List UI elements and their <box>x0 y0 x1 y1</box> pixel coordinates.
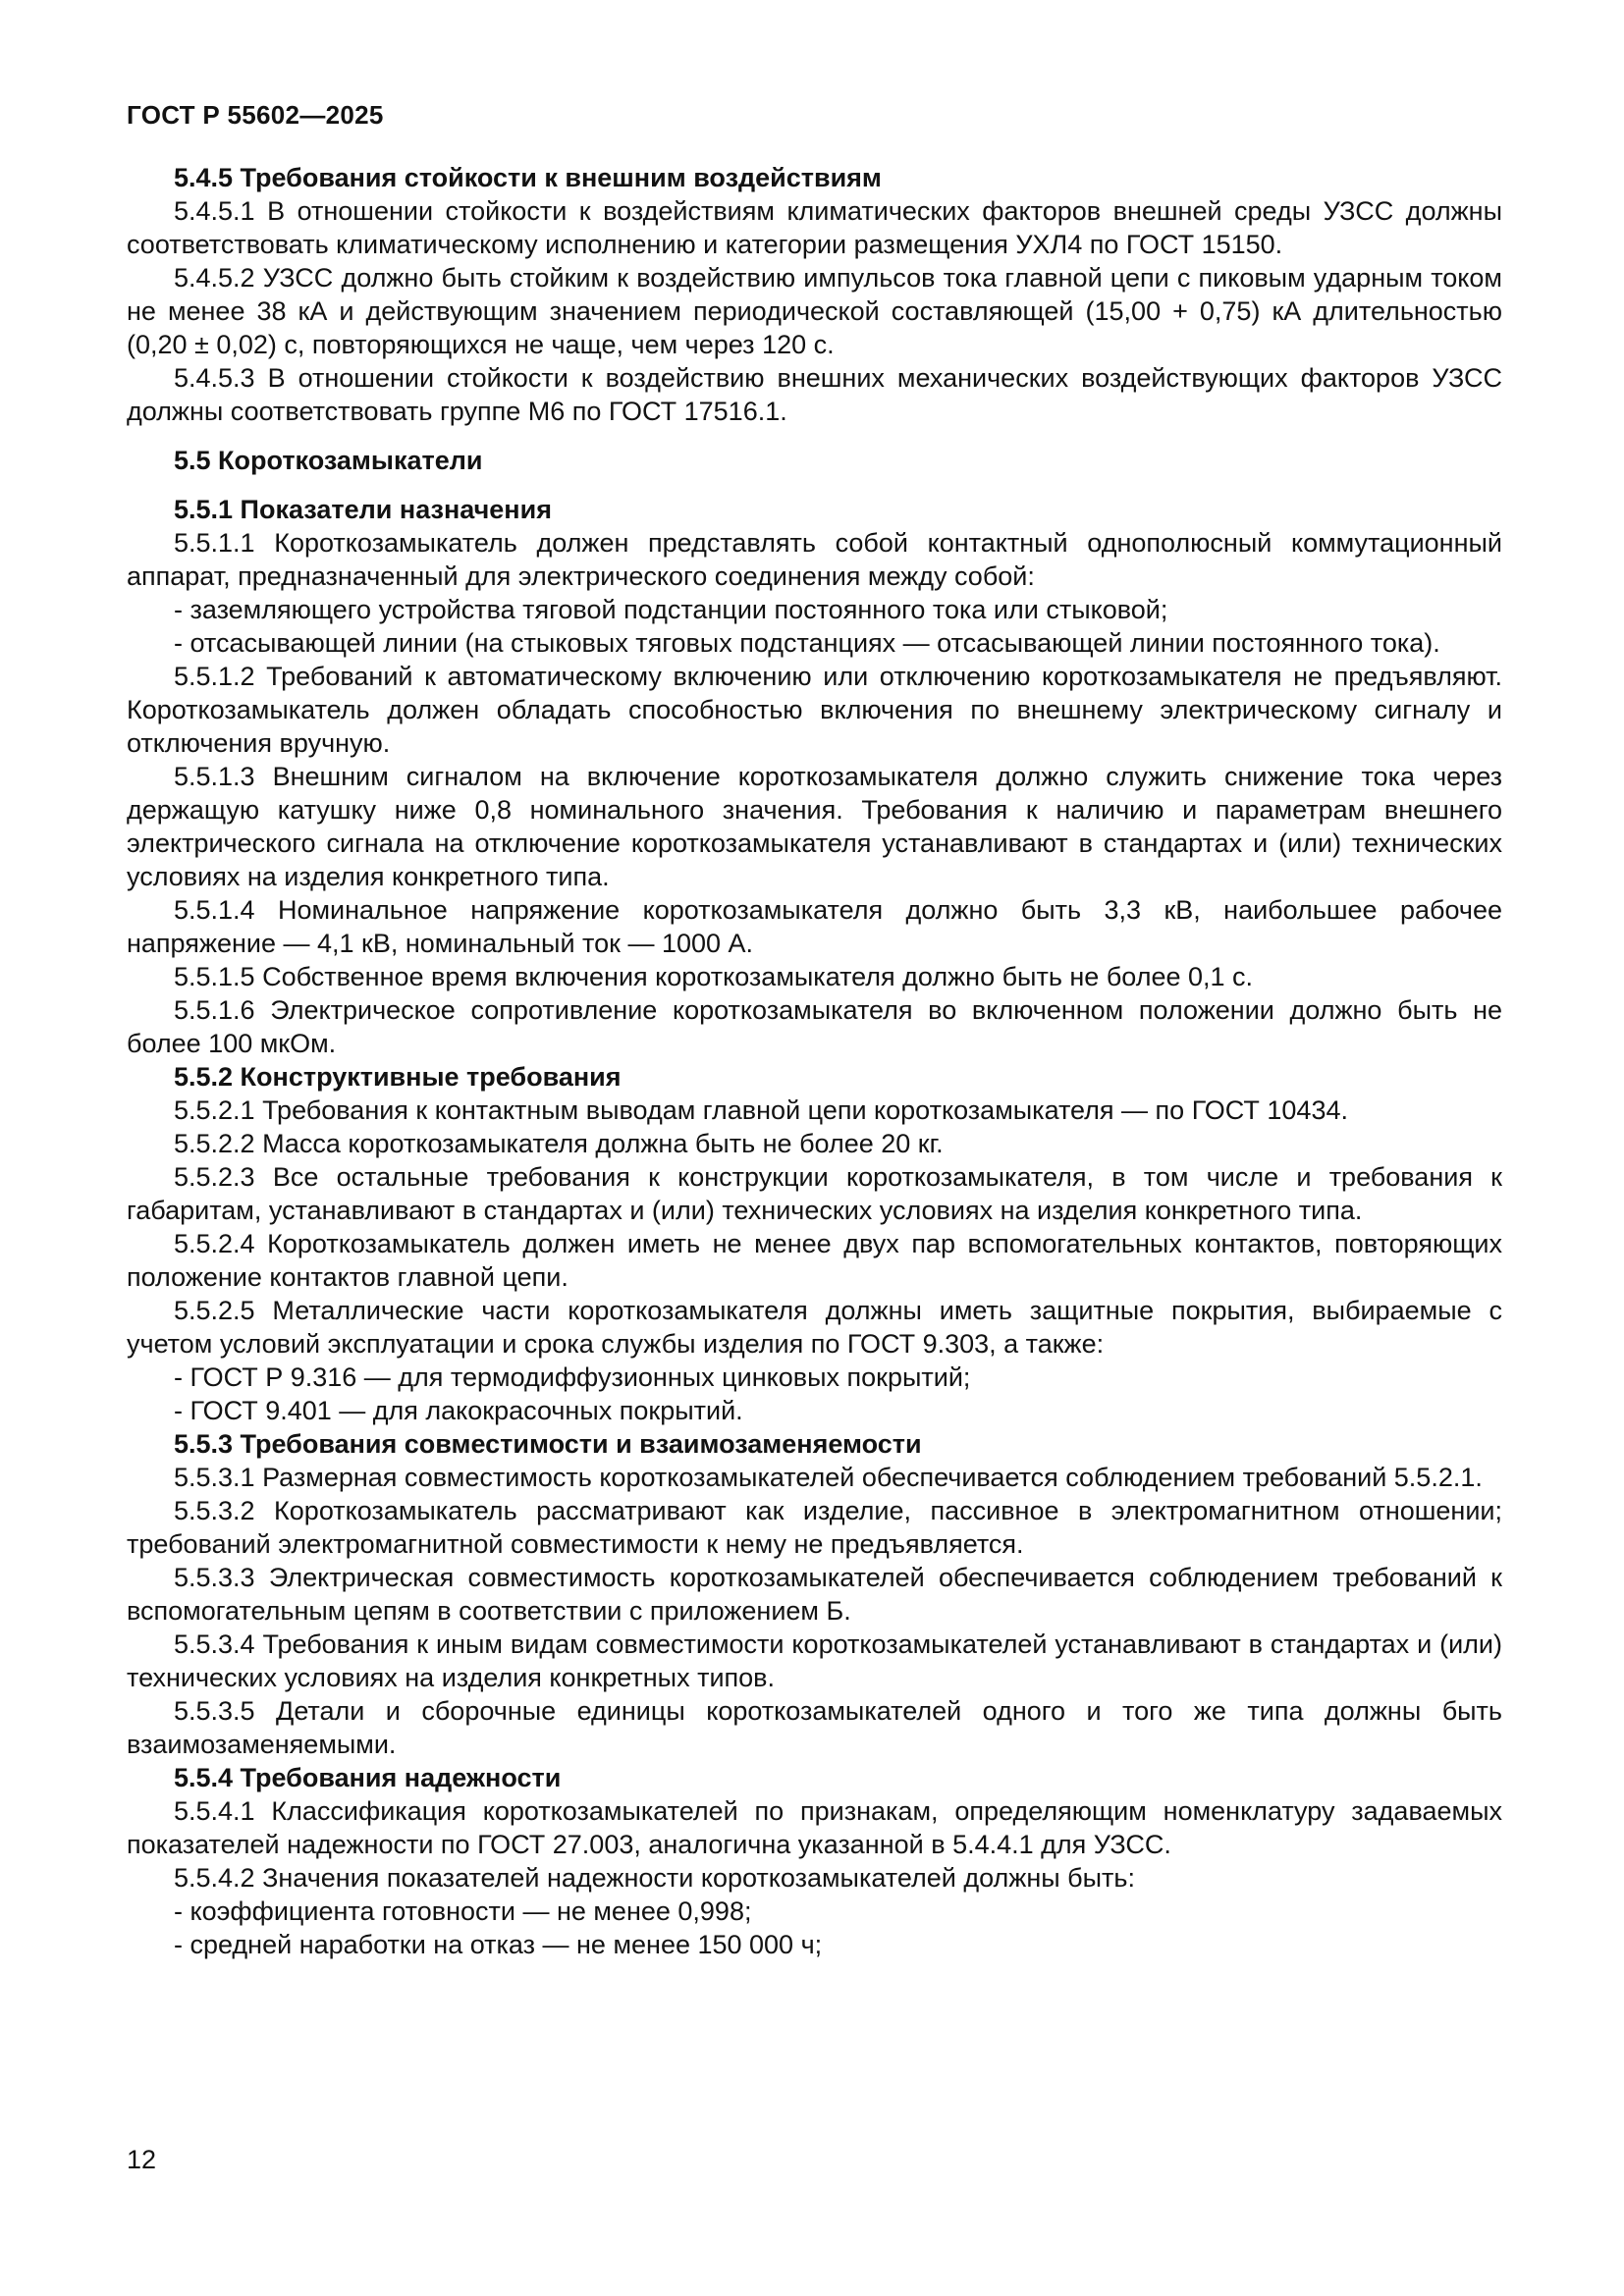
list-item: - отсасывающей линии (на стыковых тяговых подстанциях — отсасывающей линии постоянного тока). <box>174 628 1440 658</box>
subsection-heading: 5.5.1 Показатели назначения <box>174 495 552 524</box>
paragraph: 5.5.2.5 Металлические части короткозамыкателя должны иметь защитные покрытия, выбираемые с учетом условий эксплуатации и срока службы изделия по ГОСТ 9.303, а также: <box>127 1296 1502 1359</box>
paragraph: 5.5.3.3 Электрическая совместимость короткозамыкателей обеспечивается соблюдением требований к вспомогательным цепям в соответствии с приложением Б. <box>127 1563 1502 1626</box>
paragraph: 5.5.3.5 Детали и сборочные единицы короткозамыкателей одного и того же типа должны быть взаимозаменяемыми. <box>127 1696 1502 1759</box>
paragraph: 5.5.2.1 Требования к контактным выводам главной цепи короткозамыкателя — по ГОСТ 10434. <box>174 1095 1348 1125</box>
list-item: - заземляющего устройства тяговой подстанции постоянного тока или стыковой; <box>174 595 1168 624</box>
paragraph: 5.5.2.4 Короткозамыкатель должен иметь не менее двух пар вспомогательных контактов, повторяющих положение контактов главной цепи. <box>127 1229 1502 1292</box>
paragraph: 5.5.3.1 Размерная совместимость короткозамыкателей обеспечивается соблюдением требований 5.5.2.1. <box>174 1463 1483 1492</box>
paragraph: 5.5.1.5 Собственное время включения короткозамыкателя должно быть не более 0,1 с. <box>174 962 1254 991</box>
paragraph: 5.5.1.2 Требований к автоматическому включению или отключению короткозамыкателя не предъявляют. Короткозамыкатель должен обладать способностью включения по внешнему электрическому сигналу и отключения вручную. <box>127 662 1502 758</box>
document-body <box>127 161 1502 1961</box>
paragraph: 5.5.1.1 Короткозамыкатель должен представлять собой контактный однополюсный коммутационный аппарат, предназначенный для электрического соединения между собой: <box>127 528 1502 591</box>
subsection-heading: 5.5.3 Требования совместимости и взаимозаменяемости <box>174 1429 922 1459</box>
paragraph: 5.5.1.6 Электрическое сопротивление короткозамыкателя во включенном положении должно быть не более 100 мкОм. <box>127 995 1502 1058</box>
paragraph: 5.4.5.2 УЗСС должно быть стойким к воздействию импульсов тока главной цепи с пиковым ударным током не менее 38 кА и действующим значением периодической составляющей (15,00 + 0,75) кА длительностью (0,20 ± 0,02) с, повторяющихся не чаще, чем через 120 с. <box>127 263 1502 359</box>
paragraph: 5.5.2.3 Все остальные требования к конструкции короткозамыкателя, в том числе и требования к габаритам, устанавливают в стандартах и (или) технических условиях на изделия конкретного типа. <box>127 1162 1502 1225</box>
list-item: - ГОСТ 9.401 — для лакокрасочных покрытий. <box>174 1396 743 1425</box>
section-heading: 5.5 Короткозамыкатели <box>174 446 483 475</box>
paragraph: 5.5.1.4 Номинальное напряжение короткозамыкателя должно быть 3,3 кВ, наибольшее рабочее напряжение — 4,1 кВ, номинальный ток — 1000 А. <box>127 895 1502 958</box>
list-item: - коэффициента готовности — не менее 0,998; <box>174 1896 752 1926</box>
document-header: ГОСТ Р 55602—2025 <box>127 100 384 130</box>
paragraph: 5.4.5.3 В отношении стойкости к воздействию внешних механических воздействующих факторов УЗСС должны соответствовать группе М6 по ГОСТ 17516.1. <box>127 363 1502 426</box>
paragraph: 5.5.4.2 Значения показателей надежности короткозамыкателей должны быть: <box>174 1863 1135 1893</box>
subsection-heading: 5.5.4 Требования надежности <box>174 1763 562 1792</box>
page-number: 12 <box>127 2145 157 2174</box>
list-item: - ГОСТ Р 9.316 — для термодиффузионных цинковых покрытий; <box>174 1362 971 1392</box>
paragraph: 5.4.5.1 В отношении стойкости к воздействиям климатических факторов внешней среды УЗСС должны соответствовать климатическому исполнению и категории размещения УХЛ4 по ГОСТ 15150. <box>127 196 1502 259</box>
list-item: - средней наработки на отказ — не менее 150 000 ч; <box>174 1930 823 1959</box>
paragraph: 5.5.4.1 Классификация короткозамыкателей по признакам, определяющим номенклатуру задаваемых показателей надежности по ГОСТ 27.003, аналогична указанной в 5.4.4.1 для УЗСС. <box>127 1796 1502 1859</box>
paragraph: 5.5.2.2 Масса короткозамыкателя должна быть не более 20 кг. <box>174 1129 944 1158</box>
paragraph: 5.5.3.4 Требования к иным видам совместимости короткозамыкателей устанавливают в стандартах и (или) технических условиях на изделия конкретных типов. <box>127 1629 1502 1692</box>
paragraph: 5.5.3.2 Короткозамыкатель рассматривают как изделие, пассивное в электромагнитном отношении; требований электромагнитной совместимости к нему не предъявляется. <box>127 1496 1502 1559</box>
paragraph: 5.5.1.3 Внешним сигналом на включение короткозамыкателя должно служить снижение тока через держащую катушку ниже 0,8 номинального значения. Требования к наличию и параметрам внешнего электрического сигнала на отключение короткозамыкателя устанавливают в стандартах и (или) технических условиях на изделия конкретного типа. <box>127 762 1502 891</box>
subsection-heading: 5.5.2 Конструктивные требования <box>174 1062 622 1092</box>
subsection-heading: 5.4.5 Требования стойкости к внешним воздействиям <box>174 163 882 192</box>
